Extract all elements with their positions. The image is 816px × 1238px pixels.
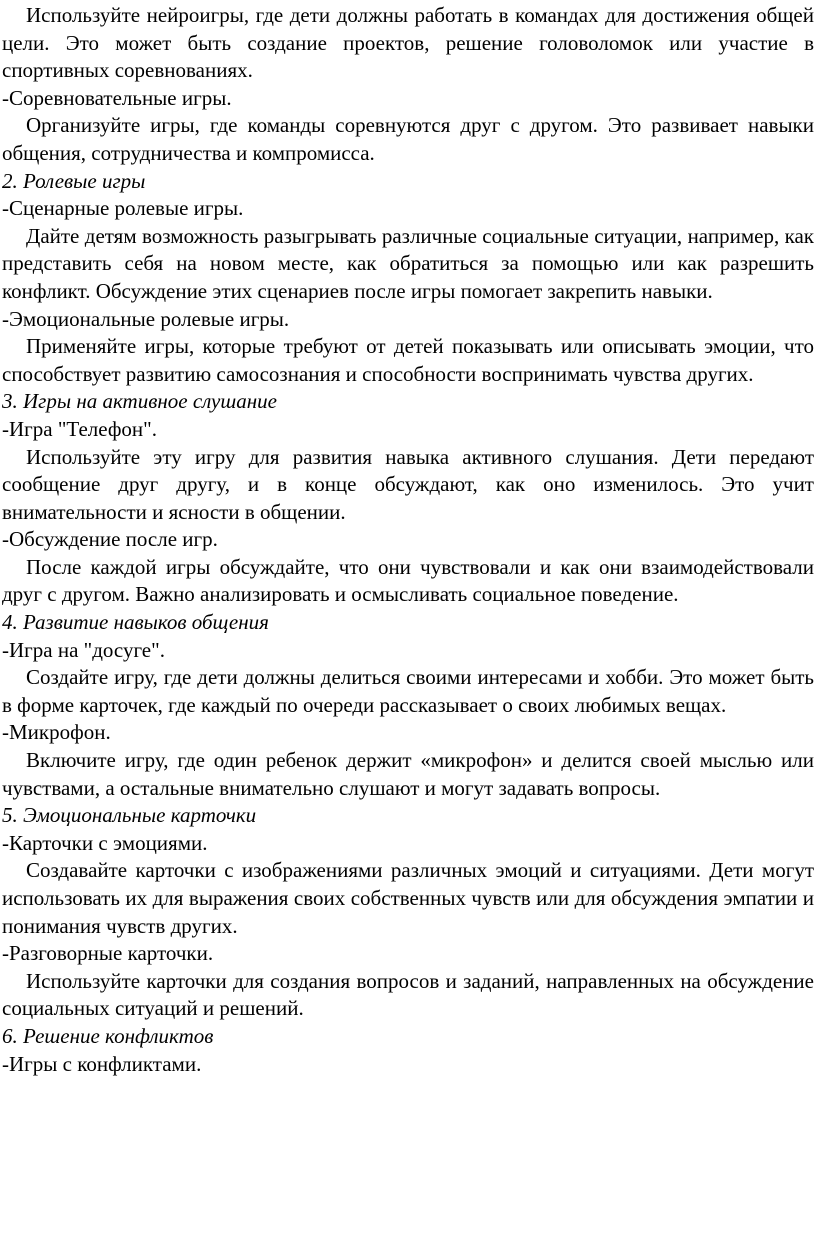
paragraph-scenario-role-games: Дайте детям возможность разыгрывать различные социальные ситуации, например, как представить себя на новом месте, как обратиться за помощью или как разрешить конфликт. Обсуждение этих сценариев после игры помогает закрепить навыки.	[2, 223, 814, 303]
section-heading-role-games: 2. Ролевые игры	[2, 168, 146, 193]
paragraph-team-neurogames: Используйте нейроигры, где дети должны работать в командах для достижения общей цели. Это может быть создание проектов, решение головоломок или участие в спортивных соревнованиях.	[2, 3, 814, 83]
paragraph-emotional-role-games: Применяйте игры, которые требуют от детей показывать или описывать эмоции, что способствует развитию самосознания и способности воспринимать чувства других.	[2, 334, 814, 386]
paragraph-emotion-cards: Создавайте карточки с изображениями различных эмоций и ситуациями. Дети могут использовать их для выражения своих собственных чувств или для обсуждения эмпатии и понимания чувств других.	[2, 858, 814, 938]
paragraph-post-game-discussion: После каждой игры обсуждайте, что они чувствовали и как они взаимодействовали друг с другом. Важно анализировать и осмысливать социальное поведение.	[2, 554, 814, 607]
item-microphone: -Микрофон.	[2, 720, 111, 745]
item-post-game-discussion: -Обсуждение после игр.	[2, 527, 218, 552]
paragraph-conversation-cards: Используйте карточки для создания вопросов и заданий, направленных на обсуждение социальных ситуаций и решений.	[2, 968, 814, 1021]
section-heading-active-listening: 3. Игры на активное слушание	[2, 389, 277, 414]
item-scenario-role-games: -Сценарные ролевые игры.	[2, 196, 244, 221]
item-telephone-game: -Игра "Телефон".	[2, 416, 157, 441]
paragraph-competitive-games: Организуйте игры, где команды соревнуются друг с другом. Это развивает навыки общения, сотрудничества и компромисса.	[2, 113, 814, 165]
item-leisure-game: -Игра на "досуге".	[2, 637, 165, 662]
item-conversation-cards: -Разговорные карточки.	[2, 941, 214, 966]
section-heading-communication-skills: 4. Развитие навыков общения	[2, 610, 269, 635]
paragraph-microphone: Включите игру, где один ребенок держит «микрофон» и делится своей мыслью или чувствами, а остальные внимательно слушают и могут задавать вопросы.	[2, 748, 814, 800]
item-competitive-games: -Соревновательные игры.	[2, 85, 232, 110]
item-emotional-role-games: -Эмоциональные ролевые игры.	[2, 306, 290, 331]
item-emotion-cards: -Карточки с эмоциями.	[2, 830, 208, 855]
section-heading-emotion-cards: 5. Эмоциональные карточки	[2, 803, 257, 828]
section-heading-conflict-resolution: 6. Решение конфликтов	[2, 1023, 214, 1048]
paragraph-telephone-game: Используйте эту игру для развития навыка активного слушания. Дети передают сообщение друг другу, и в конце обсуждают, как оно изменилось. Это учит внимательности и ясности в общении.	[2, 444, 814, 524]
paragraph-leisure-game: Создайте игру, где дети должны делиться своими интересами и хобби. Это может быть в форме карточек, где каждый по очереди рассказывает о своих любимых вещах.	[2, 665, 814, 717]
item-conflict-games: -Игры с конфликтами.	[2, 1051, 202, 1076]
